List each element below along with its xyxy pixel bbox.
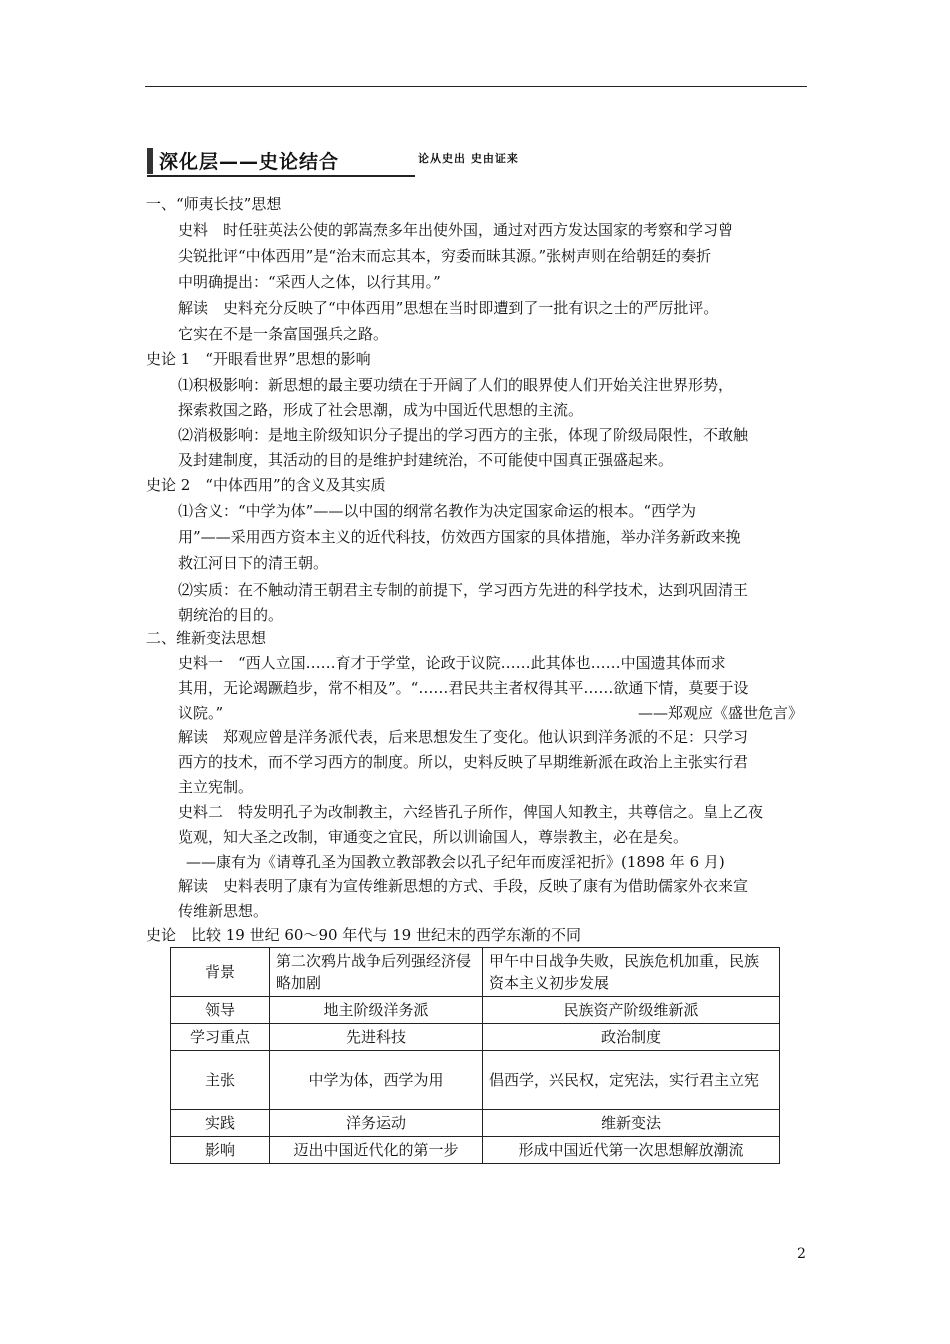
table-cell: 主张 xyxy=(171,1051,270,1110)
text-line: 史料二 特发明孔子为改制教主，六经皆孔子所作，俾国人知教主，共尊信之。皇上乙夜 xyxy=(178,803,764,821)
section-tag: 论从史出 史由证来 xyxy=(418,152,519,165)
text-line: 览观，知大圣之改制，审通变之宜民，所以训谕国人，尊崇教主，必在是矣。 xyxy=(178,828,689,846)
page-number: 2 xyxy=(797,1246,806,1262)
top-rule xyxy=(145,86,807,87)
comparison-table xyxy=(170,947,780,1164)
table-row xyxy=(171,1137,780,1164)
table-cell: 维新变法 xyxy=(483,1110,780,1137)
subheading: 史论 比较 19 世纪 60～90 年代与 19 世纪末的西学东渐的不同 xyxy=(146,926,581,944)
table-cell: 甲午中日战争失败，民族危机加重，民族资本主义初步发展 xyxy=(483,948,780,997)
table-cell: 领导 xyxy=(171,997,270,1024)
subheading: 史论 1 “开眼看世界”思想的影响 xyxy=(146,350,371,368)
table-cell: 学习重点 xyxy=(171,1024,270,1051)
table-cell: 民族资产阶级维新派 xyxy=(483,997,780,1024)
table-cell: 形成中国近代第一次思想解放潮流 xyxy=(483,1137,780,1164)
table-cell: 实践 xyxy=(171,1110,270,1137)
text-line: 探索救国之路，形成了社会思潮，成为中国近代思想的主流。 xyxy=(178,401,584,419)
text-line: ⑵消极影响：是地主阶级知识分子提出的学习西方的主张，体现了阶级局限性，不敢触 xyxy=(178,426,749,444)
source-attribution: ——康有为《请尊孔圣为国教立教部教会以孔子纪年而废淫祀折》(1898 年 6 月) xyxy=(186,853,725,871)
text-line: ⑴含义：“中学为体”——以中国的纲常名教作为决定国家命运的根本。“西学为 xyxy=(178,502,697,520)
text-line: 解读 史料表明了康有为宣传维新思想的方式、手段，反映了康有为借助儒家外衣来宣 xyxy=(178,877,749,895)
section-title: 深化层——史论结合 xyxy=(159,151,340,173)
table-cell: 倡西学，兴民权，定宪法，实行君主立宪 xyxy=(483,1051,780,1110)
text-line: ⑵实质：在不触动清王朝君主专制的前提下，学习西方先进的科学技术，达到巩固清王 xyxy=(178,581,749,599)
table-cell: 政治制度 xyxy=(483,1024,780,1051)
table-cell: 第二次鸦片战争后列强经济侵略加剧 xyxy=(270,948,483,997)
table-row xyxy=(171,1024,780,1051)
heading-1: 一、“师夷长技”思想 xyxy=(146,195,282,213)
table-row xyxy=(171,948,780,997)
text-line: 及封建制度，其活动的目的是维护封建统治，不可能使中国真正强盛起来。 xyxy=(178,451,674,469)
text-line: 史料 时任驻英法公使的郭嵩焘多年出使外国，通过对西方发达国家的考察和学习曾 xyxy=(178,221,734,239)
table-cell: 地主阶级洋务派 xyxy=(270,997,483,1024)
table-cell: 洋务运动 xyxy=(270,1110,483,1137)
text-line: ⑴积极影响：新思想的最主要功绩在于开阔了人们的眼界使人们开始关注世界形势， xyxy=(178,376,734,394)
heading-2: 二、维新变法思想 xyxy=(146,629,267,647)
text-line: 其用，无论竭蹶趋步，常不相及”。“……君民共主者权得其平……欲通下情，莫要于设 xyxy=(178,679,749,697)
text-line: 传维新思想。 xyxy=(178,902,269,920)
section-header-rule xyxy=(147,175,415,177)
table-row xyxy=(171,1110,780,1137)
table-cell: 先进科技 xyxy=(270,1024,483,1051)
text-line: 它实在不是一条富国强兵之路。 xyxy=(178,325,389,343)
text-line: 史料一 “西人立国……育才于学堂，论政于议院……此其体也……中国遗其体而求 xyxy=(178,654,726,672)
text-line: 中明确提出：“采西人之体，以行其用。” xyxy=(178,273,441,291)
text-line: 解读 郑观应曾是洋务派代表，后来思想发生了变化。他认识到洋务派的不足：只学习 xyxy=(178,728,749,746)
table-cell: 背景 xyxy=(171,948,270,997)
section-header-bar xyxy=(147,148,153,174)
text-line: 朝统治的目的。 xyxy=(178,606,284,624)
text-line: 解读 史料充分反映了“中体西用”思想在当时即遭到了一批有识之士的严厉批评。 xyxy=(178,299,719,317)
subheading: 史论 2 “中体西用”的含义及其实质 xyxy=(146,476,386,494)
text-line: 议院。” xyxy=(178,704,224,722)
text-line: 救江河日下的清王朝。 xyxy=(178,554,329,572)
text-line: 用”——采用西方资本主义的近代科技，仿效西方国家的具体措施，举办洋务新政来挽 xyxy=(178,528,741,546)
source-attribution: ——郑观应《盛世危言》 xyxy=(638,704,804,722)
table-row xyxy=(171,1051,780,1110)
table-row xyxy=(171,997,780,1024)
table-cell: 影响 xyxy=(171,1137,270,1164)
text-line: 尖锐批评“中体西用”是“治末而忘其本，穷委而昧其源。”张树声则在给朝廷的奏折 xyxy=(178,247,712,265)
text-line: 主立宪制。 xyxy=(178,778,254,796)
text-line: 西方的技术，而不学习西方的制度。所以，史料反映了早期维新派在政治上主张实行君 xyxy=(178,753,749,771)
table-cell: 迈出中国近代化的第一步 xyxy=(270,1137,483,1164)
table-cell: 中学为体，西学为用 xyxy=(270,1051,483,1110)
section-header xyxy=(147,146,417,176)
